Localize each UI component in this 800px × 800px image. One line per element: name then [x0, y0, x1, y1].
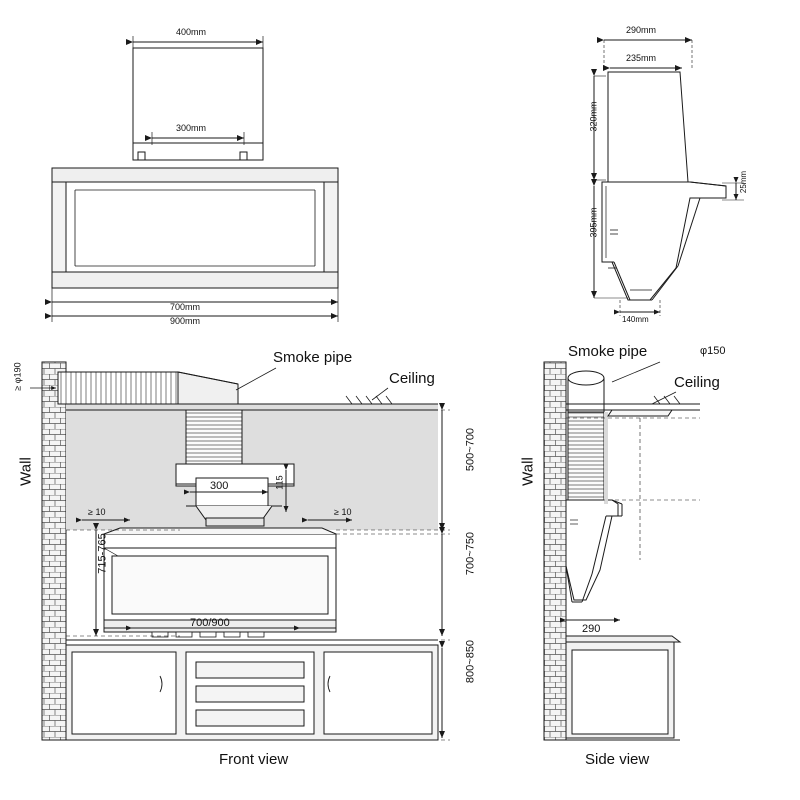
dim-depth-inner: 235mm	[626, 53, 657, 63]
label-pipe-diameter-front: ≥ φ190	[12, 362, 23, 391]
dim-chimney-width-inner: 300mm	[176, 123, 207, 133]
dim-clearance-left: ≥ 10	[88, 507, 106, 517]
label-smoke-pipe-side: Smoke pipe	[568, 343, 648, 360]
side-view-title: Side view	[585, 751, 650, 768]
dim-lip-height: 25mm	[739, 170, 748, 194]
dim-chimney-height: 320mm	[588, 101, 599, 132]
label-ceiling-front: Ceiling	[389, 370, 435, 387]
dim-hood-width: 700/900	[190, 617, 230, 629]
dim-clearance-right: ≥ 10	[334, 507, 352, 517]
label-smoke-pipe-front: Smoke pipe	[273, 349, 353, 366]
dim-bracket-width: 300	[210, 480, 229, 492]
dim-mount-height: 715-765	[96, 533, 109, 574]
label-wall-front: Wall	[17, 457, 35, 486]
dim-bracket-offset: 115	[274, 475, 285, 490]
dim-hood-depth: 290	[582, 623, 601, 635]
label-wall-side: Wall	[519, 457, 537, 486]
dim-base-depth: 140mm	[622, 315, 649, 324]
dim-depth-outer: 290mm	[626, 25, 657, 35]
dim-chimney-width-outer: 400mm	[176, 27, 207, 37]
front-view-title: Front view	[219, 751, 289, 768]
label-pipe-diameter-side: φ150	[700, 345, 726, 357]
dim-hood-to-ceiling: 500~700	[464, 427, 477, 472]
dim-hood-height-range: 700~750	[464, 531, 477, 576]
dim-hood-width-min: 700mm	[170, 302, 201, 312]
label-ceiling-side: Ceiling	[674, 374, 720, 391]
dim-hood-width-max: 900mm	[170, 316, 201, 326]
dim-counter-height: 800~850	[464, 639, 477, 684]
dim-body-height: 395mm	[588, 207, 599, 238]
